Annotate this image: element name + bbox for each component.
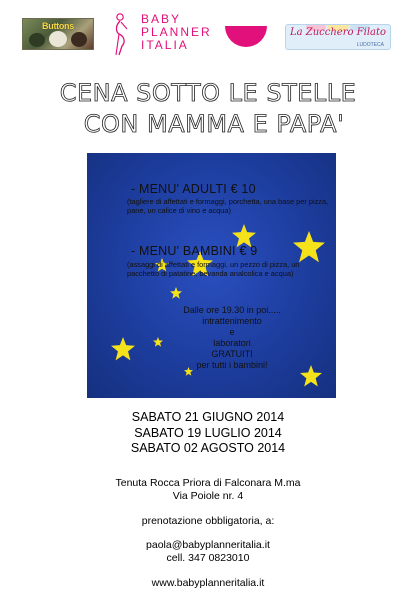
program-text bbox=[147, 305, 317, 371]
star-icon bbox=[293, 231, 325, 263]
program-free: GRATUITI bbox=[211, 349, 253, 359]
program-and: e bbox=[229, 327, 235, 337]
program-entertainment: intrattenimento bbox=[202, 316, 262, 326]
night-sky-panel bbox=[87, 153, 336, 398]
title-line-1: CENA SOTTO LE STELLE bbox=[59, 79, 357, 107]
program-time: Dalle ore 19.30 in poi..... bbox=[183, 305, 281, 315]
contact-phone: cell. 347 0823010 bbox=[166, 552, 250, 564]
logo-line-baby: BABY bbox=[141, 12, 182, 26]
logo-shape bbox=[49, 31, 67, 47]
logo-shape bbox=[71, 32, 87, 47]
buttons-logo bbox=[22, 18, 94, 50]
venue-name: Tenuta Rocca Priora di Falconara M.ma bbox=[115, 477, 301, 489]
event-dates bbox=[0, 410, 416, 457]
ludoteca-text: LUDOTECA bbox=[356, 42, 384, 48]
event-date: SABATO 02 AGOSTO 2014 bbox=[130, 441, 286, 455]
woman-figure-icon bbox=[109, 12, 137, 56]
menu-bambini-heading: - MENU' BAMBINI € 9 bbox=[131, 244, 258, 258]
menu-bambini-description: (assaggi di affettati e formaggi, un pezzo di pizza, un pacchetto di patatine, bevanda analcolica e acqua) bbox=[127, 260, 300, 278]
program-workshops: laboratori bbox=[213, 338, 251, 348]
event-date: SABATO 19 LUGLIO 2014 bbox=[134, 425, 282, 440]
program-for-children: per tutti i bambini! bbox=[196, 360, 268, 370]
star-icon bbox=[111, 337, 135, 361]
event-date: SABATO 21 GIUGNO 2014 bbox=[131, 410, 285, 424]
logo-line-planner: PLANNER bbox=[141, 25, 212, 39]
zucchero-filato-text: La Zucchero Filato bbox=[289, 27, 387, 38]
zucchero-filato-logo bbox=[285, 24, 391, 50]
menu-adulti-heading: - MENU' ADULTI € 10 bbox=[131, 182, 256, 196]
logo-shape bbox=[29, 33, 45, 47]
star-icon bbox=[170, 287, 182, 299]
logo-line-italia: ITALIA bbox=[141, 38, 189, 52]
baby-planner-words bbox=[141, 13, 212, 52]
venue-address: Via Poiole nr. 4 bbox=[172, 490, 244, 502]
title-line-2: CON MAMMA E PAPA' bbox=[83, 110, 345, 138]
venue-block bbox=[0, 477, 416, 503]
contact-block bbox=[0, 539, 416, 565]
contact-email[interactable]: paola@babyplanneritalia.it bbox=[146, 539, 270, 551]
menu-adulti-description: (tagliere di affettati e formaggi, porchetta, una base per pizza, pane, un calice di vino e acqua) bbox=[127, 197, 329, 215]
website-link[interactable]: www.babyplanneritalia.it bbox=[151, 577, 265, 589]
buttons-logo-text: Buttons bbox=[42, 21, 74, 31]
booking-note: prenotazione obbligatoria, a: bbox=[141, 515, 275, 527]
pink-half-disc-icon bbox=[225, 26, 267, 48]
baby-planner-italia-logo bbox=[109, 10, 269, 58]
